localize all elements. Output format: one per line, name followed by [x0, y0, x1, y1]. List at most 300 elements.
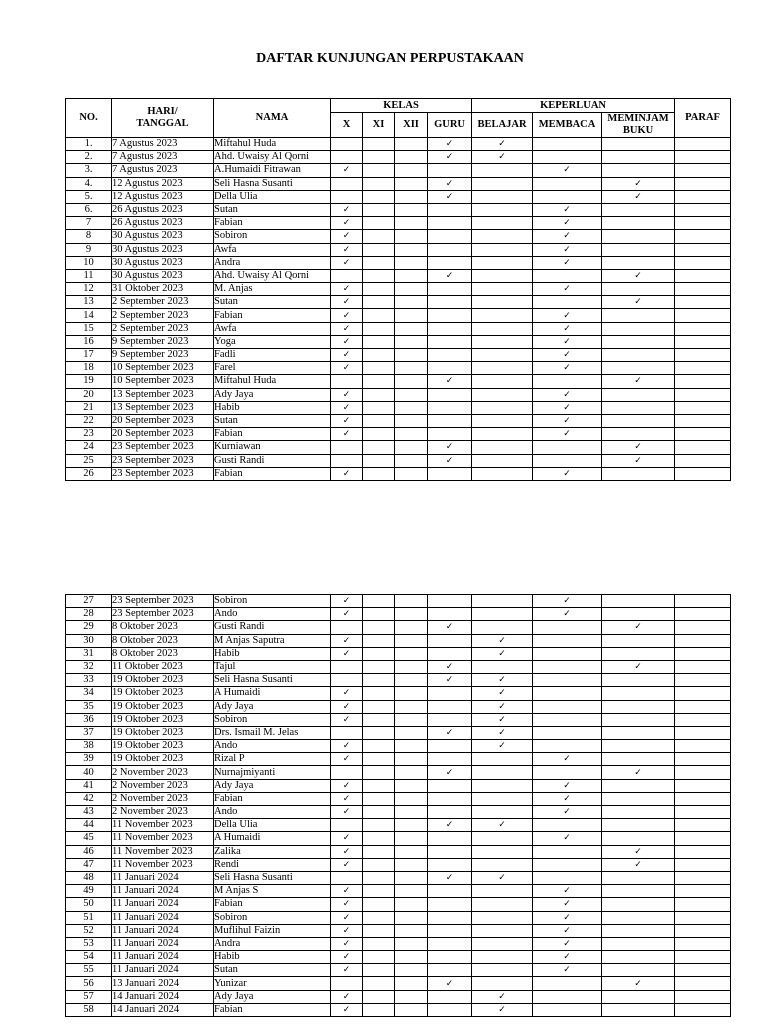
cell-xi [363, 924, 395, 937]
cell-guru [428, 349, 472, 362]
row-number: 41 [66, 779, 112, 792]
cell-meminjam [602, 937, 675, 950]
cell-xi [363, 700, 395, 713]
cell-x [331, 990, 363, 1003]
cell-xii [395, 454, 428, 467]
cell-xii [395, 779, 428, 792]
row-number: 58 [66, 1003, 112, 1016]
header-x: X [331, 113, 363, 138]
check-mark-icon: ✓ [498, 991, 506, 1002]
check-mark-icon: ✓ [634, 376, 642, 387]
check-mark-icon: ✓ [342, 952, 351, 963]
cell-paraf [675, 595, 731, 608]
cell-xii [395, 924, 428, 937]
row-number: 46 [66, 845, 112, 858]
cell-xii [395, 647, 428, 660]
cell-xii [395, 700, 428, 713]
cell-guru [428, 388, 472, 401]
cell-x [331, 428, 363, 441]
cell-xi [363, 911, 395, 924]
cell-paraf [675, 871, 731, 884]
row-number: 49 [66, 885, 112, 898]
check-mark-icon: ✓ [342, 218, 351, 229]
table-row [66, 428, 731, 441]
check-mark-icon: ✓ [342, 257, 351, 268]
cell-xi [363, 375, 395, 388]
row-number: 24 [66, 441, 112, 454]
cell-guru [428, 151, 472, 164]
cell-guru [428, 634, 472, 647]
table-row [66, 634, 731, 647]
table-row [66, 937, 731, 950]
row-name: Rizal P [214, 753, 331, 766]
row-number: 43 [66, 806, 112, 819]
row-name: Fabian [214, 1003, 331, 1016]
check-mark-icon: ✓ [563, 363, 571, 374]
check-mark-icon: ✓ [563, 244, 571, 255]
cell-xii [395, 283, 428, 296]
cell-x [331, 977, 363, 990]
row-date: 30 Agustus 2023 [112, 243, 214, 256]
cell-xii [395, 401, 428, 414]
cell-xii [395, 977, 428, 990]
row-date: 30 Agustus 2023 [112, 230, 214, 243]
cell-membaca [533, 375, 602, 388]
row-name: Fabian [214, 217, 331, 230]
cell-paraf [675, 911, 731, 924]
cell-paraf [675, 898, 731, 911]
table-row [66, 753, 731, 766]
row-name: Kurniawan [214, 441, 331, 454]
cell-x [331, 753, 363, 766]
check-mark-icon: ✓ [445, 376, 454, 387]
check-mark-icon: ✓ [342, 310, 351, 321]
cell-meminjam [602, 766, 675, 779]
header-meminjam-line2: BUKU [622, 125, 654, 136]
cell-membaca [533, 806, 602, 819]
cell-guru [428, 362, 472, 375]
cell-membaca [533, 858, 602, 871]
table-row [66, 190, 731, 203]
cell-xi [363, 256, 395, 269]
row-number: 45 [66, 832, 112, 845]
cell-belajar [472, 177, 533, 190]
cell-belajar [472, 621, 533, 634]
row-name: Miftahul Huda [214, 375, 331, 388]
table-row [66, 766, 731, 779]
check-mark-icon: ✓ [563, 780, 571, 791]
table-row [66, 858, 731, 871]
check-mark-icon: ✓ [342, 780, 351, 791]
cell-x [331, 937, 363, 950]
cell-belajar [472, 322, 533, 335]
row-name: Seli Hasna Susanti [214, 871, 331, 884]
row-date: 11 Januari 2024 [112, 898, 214, 911]
check-mark-icon: ✓ [445, 152, 454, 163]
cell-belajar [472, 467, 533, 480]
table-row [66, 779, 731, 792]
cell-guru [428, 269, 472, 282]
cell-membaca [533, 726, 602, 739]
cell-xii [395, 964, 428, 977]
header-meminjam [602, 113, 675, 138]
cell-meminjam [602, 634, 675, 647]
cell-x [331, 858, 363, 871]
table-row [66, 885, 731, 898]
cell-belajar [472, 296, 533, 309]
cell-guru [428, 740, 472, 753]
cell-xii [395, 164, 428, 177]
cell-meminjam [602, 322, 675, 335]
cell-meminjam [602, 428, 675, 441]
check-mark-icon: ✓ [342, 1004, 351, 1015]
cell-paraf [675, 362, 731, 375]
cell-xi [363, 414, 395, 427]
table-body [66, 595, 731, 1017]
row-name: M. Anjas [214, 283, 331, 296]
row-number: 57 [66, 990, 112, 1003]
cell-belajar [472, 1003, 533, 1016]
cell-paraf [675, 621, 731, 634]
check-mark-icon: ✓ [445, 442, 454, 453]
check-mark-icon: ✓ [563, 965, 571, 976]
cell-paraf [675, 138, 731, 151]
cell-paraf [675, 832, 731, 845]
cell-xi [363, 283, 395, 296]
row-date: 11 Januari 2024 [112, 937, 214, 950]
cell-meminjam [602, 674, 675, 687]
cell-meminjam [602, 138, 675, 151]
row-number: 51 [66, 911, 112, 924]
cell-xi [363, 177, 395, 190]
cell-paraf [675, 687, 731, 700]
visit-log-table-page-1 [65, 98, 731, 481]
cell-meminjam [602, 217, 675, 230]
row-date: 9 September 2023 [112, 349, 214, 362]
cell-xii [395, 388, 428, 401]
cell-guru [428, 713, 472, 726]
header-date [112, 99, 214, 138]
check-mark-icon: ✓ [342, 741, 351, 752]
cell-paraf [675, 779, 731, 792]
cell-belajar [472, 243, 533, 256]
row-number: 10 [66, 256, 112, 269]
cell-belajar [472, 990, 533, 1003]
table-row [66, 674, 731, 687]
cell-meminjam [602, 871, 675, 884]
row-number: 37 [66, 726, 112, 739]
cell-meminjam [602, 779, 675, 792]
cell-xii [395, 349, 428, 362]
cell-x [331, 740, 363, 753]
cell-x [331, 621, 363, 634]
cell-guru [428, 700, 472, 713]
table-row [66, 1003, 731, 1016]
row-date: 7 Agustus 2023 [112, 138, 214, 151]
cell-membaca [533, 177, 602, 190]
header-xii: XII [395, 113, 428, 138]
cell-meminjam [602, 885, 675, 898]
cell-xi [363, 792, 395, 805]
row-number: 39 [66, 753, 112, 766]
cell-membaca [533, 414, 602, 427]
cell-guru [428, 726, 472, 739]
check-mark-icon: ✓ [342, 350, 351, 361]
row-name: Yoga [214, 335, 331, 348]
cell-x [331, 1003, 363, 1016]
cell-xi [363, 753, 395, 766]
cell-xi [363, 203, 395, 216]
cell-x [331, 335, 363, 348]
cell-meminjam [602, 964, 675, 977]
cell-guru [428, 647, 472, 660]
cell-belajar [472, 634, 533, 647]
cell-xi [363, 779, 395, 792]
cell-meminjam [602, 845, 675, 858]
check-mark-icon: ✓ [498, 152, 506, 163]
cell-paraf [675, 647, 731, 660]
row-name: Fabian [214, 467, 331, 480]
row-number: 42 [66, 792, 112, 805]
cell-membaca [533, 243, 602, 256]
header-no: NO. [66, 99, 112, 138]
row-number: 21 [66, 401, 112, 414]
check-mark-icon: ✓ [342, 609, 351, 620]
cell-xi [363, 296, 395, 309]
table-row [66, 647, 731, 660]
check-mark-icon: ✓ [445, 767, 454, 778]
cell-belajar [472, 164, 533, 177]
cell-belajar [472, 230, 533, 243]
row-date: 2 September 2023 [112, 296, 214, 309]
check-mark-icon: ✓ [634, 191, 642, 202]
cell-belajar [472, 217, 533, 230]
row-date: 20 September 2023 [112, 428, 214, 441]
row-date: 13 Januari 2024 [112, 977, 214, 990]
cell-paraf [675, 713, 731, 726]
row-name: Ando [214, 608, 331, 621]
row-number: 53 [66, 937, 112, 950]
table-row [66, 924, 731, 937]
cell-guru [428, 990, 472, 1003]
row-number: 40 [66, 766, 112, 779]
cell-meminjam [602, 660, 675, 673]
cell-x [331, 806, 363, 819]
cell-membaca [533, 845, 602, 858]
cell-x [331, 832, 363, 845]
cell-xii [395, 230, 428, 243]
row-number: 6. [66, 203, 112, 216]
cell-meminjam [602, 621, 675, 634]
table-row [66, 269, 731, 282]
cell-guru [428, 1003, 472, 1016]
check-mark-icon: ✓ [498, 635, 506, 646]
cell-xi [363, 467, 395, 480]
cell-xi [363, 164, 395, 177]
cell-paraf [675, 335, 731, 348]
cell-guru [428, 243, 472, 256]
row-number: 13 [66, 296, 112, 309]
check-mark-icon: ✓ [563, 952, 571, 963]
cell-x [331, 871, 363, 884]
row-name: Miftahul Huda [214, 138, 331, 151]
cell-membaca [533, 608, 602, 621]
row-date: 30 Agustus 2023 [112, 256, 214, 269]
row-name: Rendi [214, 858, 331, 871]
cell-membaca [533, 256, 602, 269]
check-mark-icon: ✓ [342, 244, 351, 255]
check-mark-icon: ✓ [563, 833, 571, 844]
row-number: 15 [66, 322, 112, 335]
cell-xi [363, 647, 395, 660]
table-row [66, 243, 731, 256]
cell-guru [428, 441, 472, 454]
row-number: 44 [66, 819, 112, 832]
cell-guru [428, 375, 472, 388]
check-mark-icon: ✓ [634, 270, 642, 281]
cell-xii [395, 819, 428, 832]
row-name: M Anjas S [214, 885, 331, 898]
cell-meminjam [602, 951, 675, 964]
cell-meminjam [602, 388, 675, 401]
row-name: Ahd. Uwaisy Al Qorni [214, 151, 331, 164]
row-number: 48 [66, 871, 112, 884]
cell-guru [428, 217, 472, 230]
row-name: Sutan [214, 964, 331, 977]
cell-xi [363, 726, 395, 739]
cell-x [331, 414, 363, 427]
cell-guru [428, 924, 472, 937]
row-name: Drs. Ismail M. Jelas [214, 726, 331, 739]
cell-membaca [533, 283, 602, 296]
table-body [66, 138, 731, 481]
cell-x [331, 608, 363, 621]
row-name: Sutan [214, 203, 331, 216]
row-number: 23 [66, 428, 112, 441]
table-row [66, 845, 731, 858]
cell-guru [428, 414, 472, 427]
row-number: 22 [66, 414, 112, 427]
table-row [66, 138, 731, 151]
row-number: 36 [66, 713, 112, 726]
row-date: 12 Agustus 2023 [112, 190, 214, 203]
cell-xi [363, 845, 395, 858]
cell-xii [395, 792, 428, 805]
row-date: 10 September 2023 [112, 362, 214, 375]
row-number: 31 [66, 647, 112, 660]
cell-meminjam [602, 792, 675, 805]
check-mark-icon: ✓ [342, 793, 351, 804]
cell-x [331, 269, 363, 282]
check-mark-icon: ✓ [563, 899, 571, 910]
cell-meminjam [602, 753, 675, 766]
cell-xi [363, 190, 395, 203]
cell-xii [395, 309, 428, 322]
cell-x [331, 911, 363, 924]
cell-meminjam [602, 647, 675, 660]
cell-xii [395, 713, 428, 726]
cell-xii [395, 467, 428, 480]
cell-paraf [675, 977, 731, 990]
table-row [66, 990, 731, 1003]
row-name: Fadli [214, 349, 331, 362]
row-date: 8 Oktober 2023 [112, 634, 214, 647]
cell-x [331, 190, 363, 203]
cell-membaca [533, 819, 602, 832]
cell-paraf [675, 1003, 731, 1016]
row-name: Sobiron [214, 713, 331, 726]
cell-meminjam [602, 911, 675, 924]
table-row [66, 322, 731, 335]
check-mark-icon: ✓ [342, 846, 351, 857]
cell-xi [363, 660, 395, 673]
cell-membaca [533, 217, 602, 230]
cell-belajar [472, 740, 533, 753]
cell-x [331, 401, 363, 414]
cell-x [331, 375, 363, 388]
cell-meminjam [602, 819, 675, 832]
cell-x [331, 217, 363, 230]
cell-belajar [472, 924, 533, 937]
row-name: Sobiron [214, 911, 331, 924]
cell-membaca [533, 401, 602, 414]
check-mark-icon: ✓ [634, 442, 642, 453]
cell-xi [363, 401, 395, 414]
table-row [66, 151, 731, 164]
cell-meminjam [602, 269, 675, 282]
check-mark-icon: ✓ [342, 165, 351, 176]
cell-belajar [472, 753, 533, 766]
cell-meminjam [602, 296, 675, 309]
row-name: Sutan [214, 414, 331, 427]
cell-x [331, 467, 363, 480]
row-number: 8 [66, 230, 112, 243]
table-row [66, 388, 731, 401]
cell-guru [428, 898, 472, 911]
header-meminjam-line1: MEMINJAM [607, 113, 669, 124]
cell-meminjam [602, 441, 675, 454]
cell-paraf [675, 660, 731, 673]
check-mark-icon: ✓ [498, 714, 506, 725]
table-row [66, 414, 731, 427]
check-mark-icon: ✓ [563, 257, 571, 268]
check-mark-icon: ✓ [634, 767, 642, 778]
check-mark-icon: ✓ [342, 688, 351, 699]
row-number: 7 [66, 217, 112, 230]
cell-guru [428, 937, 472, 950]
cell-paraf [675, 388, 731, 401]
cell-x [331, 687, 363, 700]
row-name: Habib [214, 951, 331, 964]
cell-x [331, 845, 363, 858]
cell-belajar [472, 660, 533, 673]
cell-xii [395, 858, 428, 871]
row-name: M Anjas Saputra [214, 634, 331, 647]
row-date: 23 September 2023 [112, 595, 214, 608]
cell-x [331, 309, 363, 322]
row-date: 23 September 2023 [112, 441, 214, 454]
check-mark-icon: ✓ [634, 662, 642, 673]
cell-membaca [533, 296, 602, 309]
cell-belajar [472, 819, 533, 832]
row-date: 19 Oktober 2023 [112, 740, 214, 753]
check-mark-icon: ✓ [563, 336, 571, 347]
cell-membaca [533, 990, 602, 1003]
row-date: 13 September 2023 [112, 401, 214, 414]
cell-membaca [533, 740, 602, 753]
row-date: 19 Oktober 2023 [112, 674, 214, 687]
row-name: Ady Jaya [214, 700, 331, 713]
